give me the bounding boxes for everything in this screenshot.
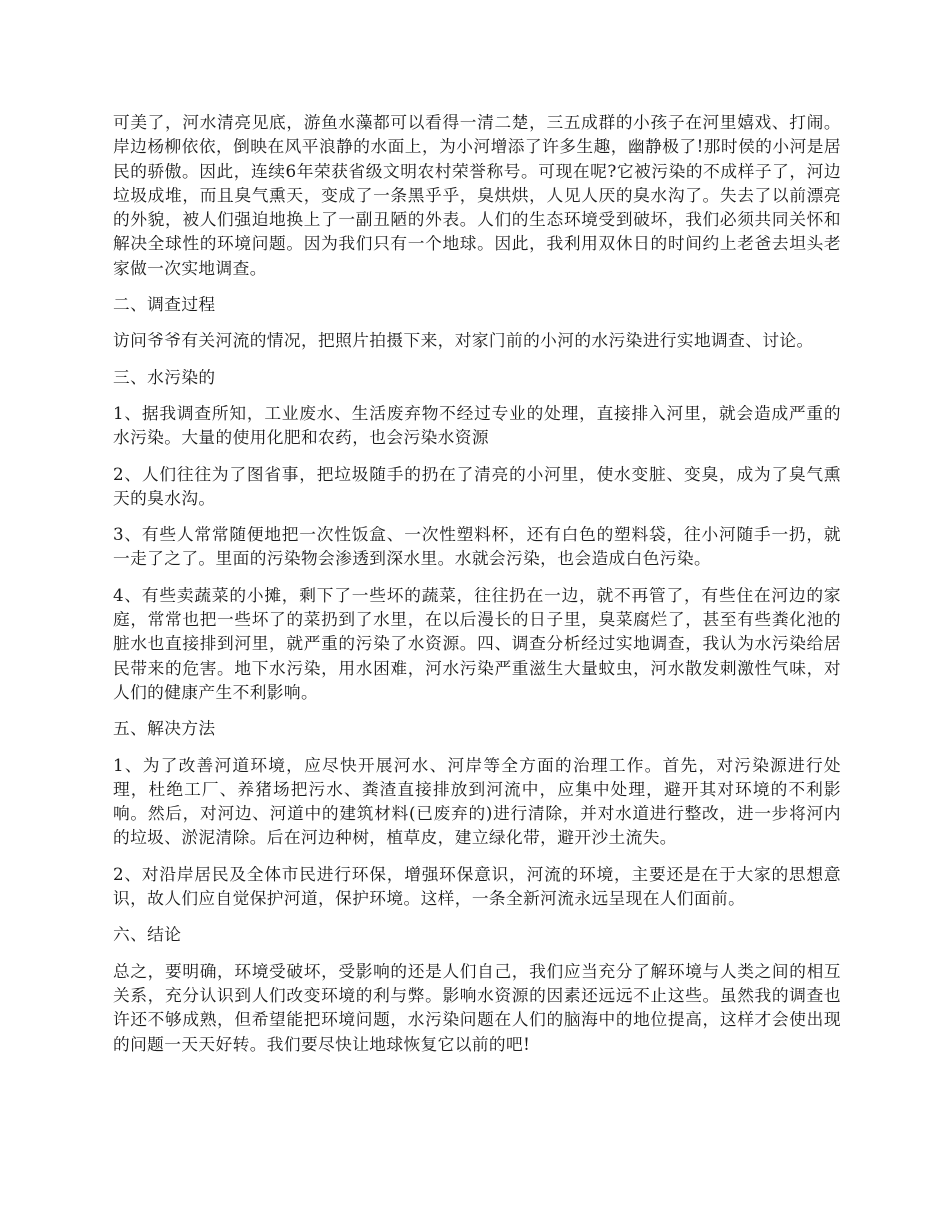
section-heading-pollution: 三、水污染的 (113, 366, 216, 387)
pollution-item-2: 2、人们往往为了图省事，把垃圾随手的扔在了清亮的小河里，使水变脏、变臭，成为了臭气熏天的臭水沟。 (113, 463, 841, 508)
conclusion-paragraph: 总之，要明确，环境受破坏，受影响的还是人们自己，我们应当充分了解环境与人类之间的相互关系，充分认识到人们改变环境的利与弊。影响水资源的因素还远远不止这些。虽然我的调查也许还不够成熟，但希望能把环境问题，水污染问题在人们的脑海中的地位提高，这样才会使出现的问题一天天好转。我们要尽快让地球恢复它以前的吧! (113, 960, 841, 1054)
document-body (113, 110, 841, 1068)
solution-item-2: 2、对沿岸居民及全体市民进行环保，增强环保意识，河流的环境，主要还是在于大家的思想意识，故人们应自觉保护河道，保护环境。这样，一条全新河流永远呈现在人们面前。 (113, 863, 841, 909)
intro-paragraph: 可美了，河水清亮见底，游鱼水藻都可以看得一清二楚，三五成群的小孩子在河里嬉戏、打闹。岸边杨柳依依，倒映在风平浪静的水面上，为小河增添了许多生趣，幽静极了!那时侯的小河是居民的骄傲。因此，连续6年荣获省级文明农村荣誉称号。可现在呢?它被污染的不成样子了，河边垃圾成堆，而且臭气熏天，变成了一条黑乎乎，臭烘烘，人见人厌的臭水沟了。失去了以前漂亮的外貌，被人们强迫地换上了一副丑陋的外表。人们的生态环境受到破坏，我们必须共同关怀和解决全球性的环境问题。因为我们只有一个地球。因此，我利用双休日的时间约上老爸去坦头老家做一次实地调查。 (113, 112, 841, 278)
section-heading-conclusion: 六、结论 (113, 924, 182, 945)
solution-item-1: 1、为了改善河道环境，应尽快开展河水、河岸等全方面的治理工作。首先，对污染源进行处理，杜绝工厂、养猪场把污水、粪渣直接排放到河流中，应集中处理，避开其对环境的不利影响。然后，对河边、河道中的建筑材料(已废弃的)进行清除，并对水道进行整改，进一步将河内的垃圾、淤泥清除。后在河边种树，植草皮，建立绿化带，避开沙土流失。 (113, 754, 841, 848)
section-heading-process: 二、调查过程 (113, 294, 216, 315)
section-heading-solutions: 五、解决方法 (113, 718, 216, 739)
process-paragraph: 访问爷爷有关河流的情况，把照片拍摄下来，对家门前的小河的水污染进行实地调查、讨论。 (113, 330, 814, 351)
pollution-item-3: 3、有些人常常随便地把一次性饭盒、一次性塑料杯，还有白色的塑料袋，往小河随手一扔，就一走了之了。里面的污染物会渗透到深水里。水就会污染，也会造成白色污染。 (113, 524, 841, 569)
pollution-item-4: 4、有些卖蔬菜的小摊，剩下了一些坏的蔬菜，往往扔在一边，就不再管了，有些住在河边的家庭，常常也把一些坏了的菜扔到了水里，在以后漫长的日子里，臭菜腐烂了，甚至有些粪化池的脏水也直接排到河里，就严重的污染了水资源。四、调查分析经过实地调查，我认为水污染给居民带来的危害。地下水污染，用水困难，河水污染严重滋生大量蚊虫，河水散发刺激性气味，对人们的健康产生不利影响。 (113, 584, 841, 702)
pollution-item-1: 1、据我调查所知，工业废水、生活废弃物不经过专业的处理，直接排入河里，就会造成严重的水污染。大量的使用化肥和农药，也会污染水资源 (113, 402, 841, 448)
